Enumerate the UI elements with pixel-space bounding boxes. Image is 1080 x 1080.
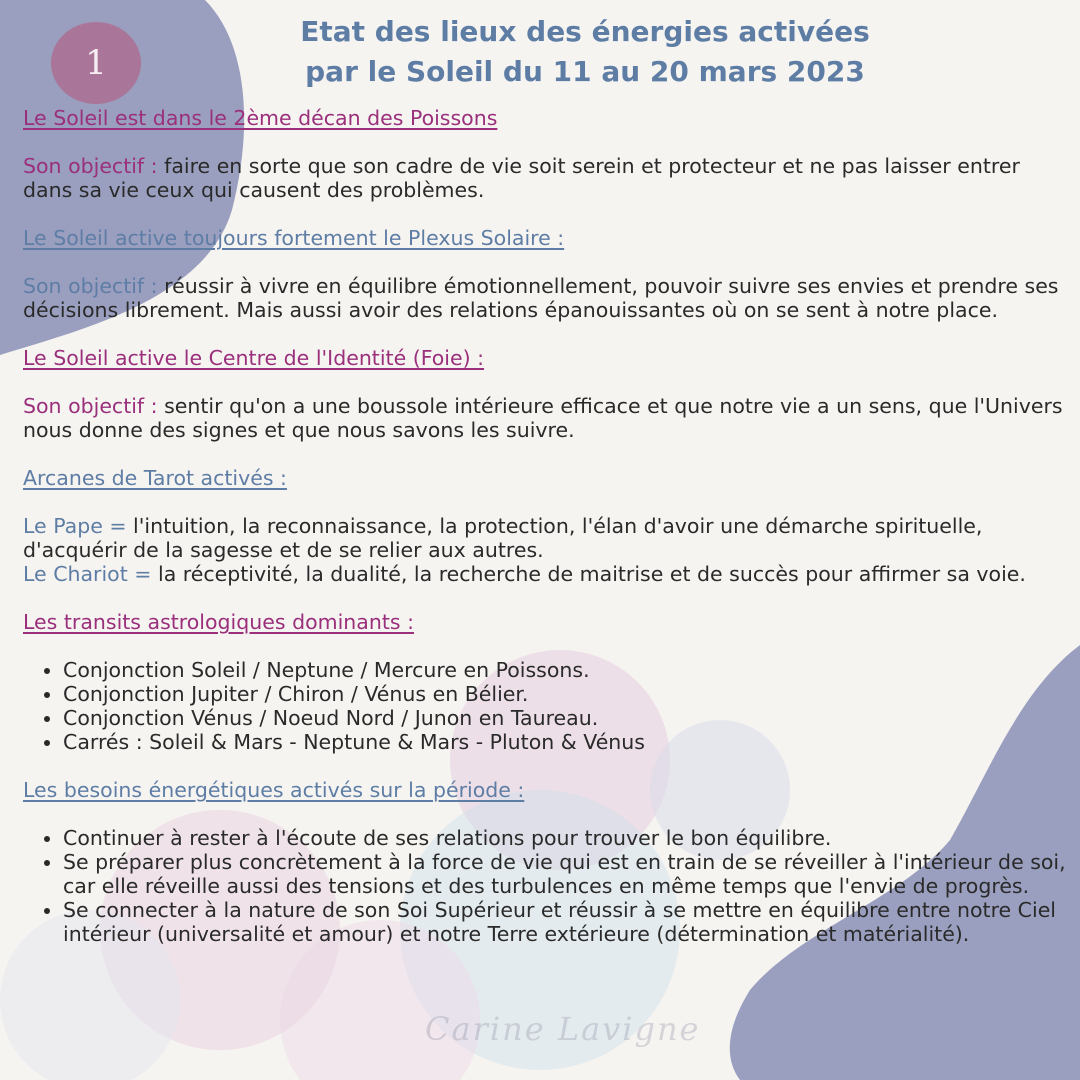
tarot-pape-label: Le Pape =: [23, 514, 127, 538]
list-item: • Conjonction Vénus / Noeud Nord / Junon en Taureau.: [63, 706, 1068, 730]
transits-list: [23, 658, 1068, 754]
decan-text: faire en sorte que son cadre de vie soit serein et protecteur et ne pas laisser entrer dans sa vie ceux qui causent des problèmes.: [23, 154, 1020, 202]
identity-paragraph: [23, 394, 1068, 442]
besoins-heading: Les besoins énergétiques activés sur la période :: [23, 778, 525, 802]
signature-watermark: Carine Lavigne: [425, 1010, 701, 1048]
besoins-list: [23, 826, 1068, 946]
transits-heading: Les transits astrologiques dominants :: [23, 610, 414, 634]
page-number-badge: [51, 22, 141, 104]
list-item: • Conjonction Soleil / Neptune / Mercure en Poissons.: [63, 658, 1068, 682]
list-item: • Se préparer plus concrètement à la force de vie qui est en train de se réveiller à l'intérieur de soi, car elle réveille aussi des tensions et des turbulences en même temps que l'envie de progrès.: [63, 850, 1068, 898]
decan-paragraph: [23, 154, 1068, 202]
title-line-2: par le Soleil du 11 au 20 mars 2023: [305, 55, 865, 88]
tarot-heading: Arcanes de Tarot activés :: [23, 466, 287, 490]
page-number: 1: [85, 43, 107, 83]
tarot-pape-paragraph: [23, 514, 1068, 562]
tarot-chariot-paragraph: [23, 562, 1068, 586]
title-line-1: Etat des lieux des énergies activées: [300, 15, 870, 48]
decan-heading: Le Soleil est dans le 2ème décan des Poissons: [23, 106, 498, 130]
list-item: • Se connecter à la nature de son Soi Supérieur et réussir à se mettre en équilibre entre notre Ciel intérieur (universalité et amour) et notre Terre extérieure (détermination et matérialité).: [63, 898, 1068, 946]
list-item: • Conjonction Jupiter / Chiron / Vénus en Bélier.: [63, 682, 1068, 706]
main-content: [23, 106, 1068, 946]
list-item: • Continuer à rester à l'écoute de ses relations pour trouver le bon équilibre.: [63, 826, 1068, 850]
plexus-text: réussir à vivre en équilibre émotionnellement, pouvoir suivre ses envies et prendre ses décisions librement. Mais aussi avoir des relations épanouissantes où on se sent à notre place.: [23, 274, 1059, 322]
identity-text: sentir qu'on a une boussole intérieure efficace et que notre vie a un sens, que l'Univers nous donne des signes et que nous savons les suivre.: [23, 394, 1063, 442]
tarot-chariot-text: la réceptivité, la dualité, la recherche de maitrise et de succès pour affirmer sa voie.: [158, 562, 1026, 586]
page-title: [230, 12, 940, 92]
plexus-paragraph: [23, 274, 1068, 322]
decan-label: Son objectif :: [23, 154, 158, 178]
identity-heading: Le Soleil active le Centre de l'Identité (Foie) :: [23, 346, 485, 370]
plexus-label: Son objectif :: [23, 274, 158, 298]
identity-label: Son objectif :: [23, 394, 158, 418]
plexus-heading: Le Soleil active toujours fortement le Plexus Solaire :: [23, 226, 565, 250]
tarot-pape-text: l'intuition, la reconnaissance, la protection, l'élan d'avoir une démarche spirituelle, d'acquérir de la sagesse et de se relier aux autres.: [23, 514, 983, 562]
tarot-chariot-label: Le Chariot =: [23, 562, 152, 586]
list-item: • Carrés : Soleil & Mars - Neptune & Mars - Pluton & Vénus: [63, 730, 1068, 754]
